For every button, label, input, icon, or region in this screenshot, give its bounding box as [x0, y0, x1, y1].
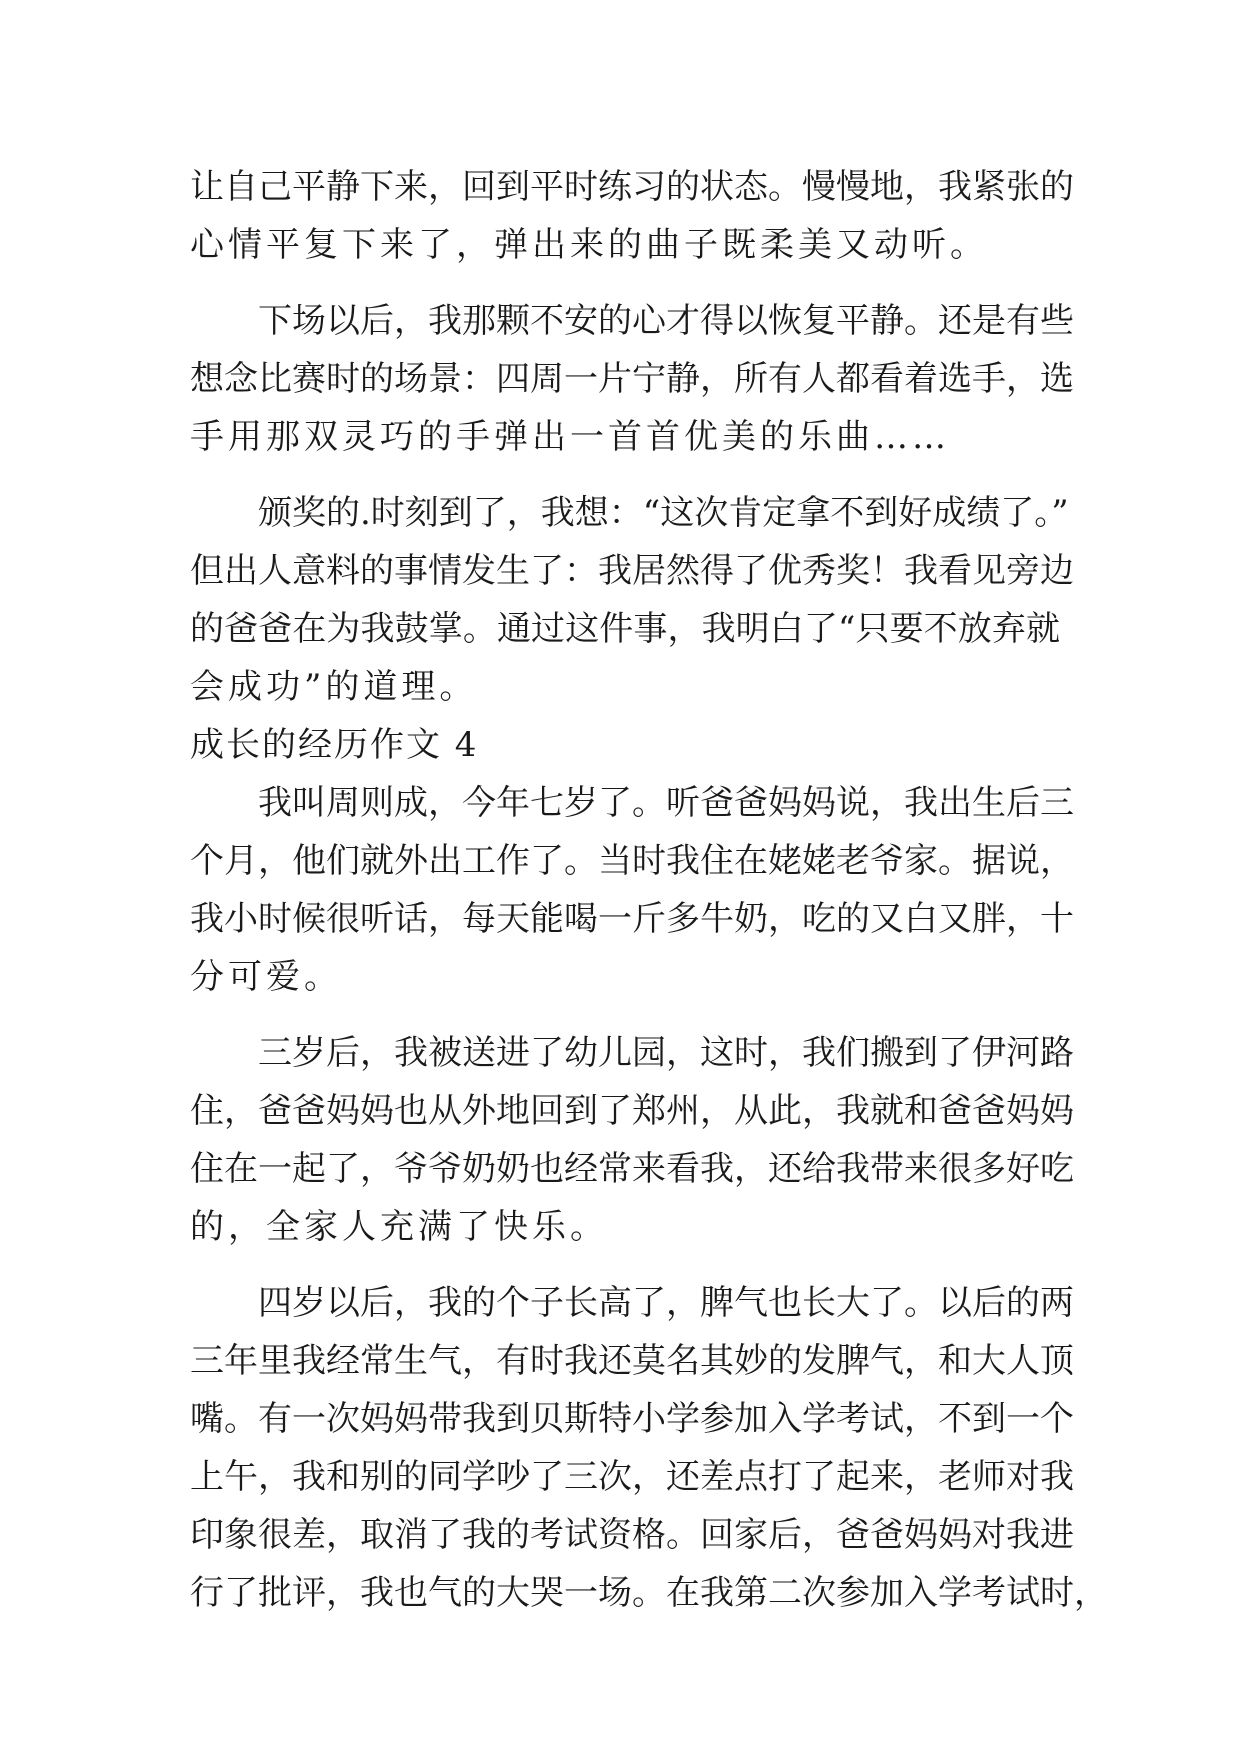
- text-line: 上午，我和别的同学吵了三次，还差点打了起来，老师对我: [190, 1457, 1074, 1497]
- text-line: 心情平复下来了，弹出来的曲子既柔美又动听。: [190, 225, 988, 265]
- text-line: 住，爸爸妈妈也从外地回到了郑州，从此，我就和爸爸妈妈: [190, 1091, 1074, 1131]
- heading-text: 成长的经历作文 4: [190, 725, 479, 765]
- text-line: 三年里我经常生气，有时我还莫名其妙的发脾气，和大人顶: [190, 1341, 1074, 1381]
- text-line: 我叫周则成，今年七岁了。听爸爸妈妈说，我出生后三: [258, 783, 1074, 823]
- text-line: 印象很差，取消了我的考试资格。回家后，爸爸妈妈对我进: [190, 1515, 1074, 1555]
- text-line: 让自己平静下来，回到平时练习的状态。慢慢地，我紧张的: [190, 167, 1074, 207]
- text-line: 颁奖的.时刻到了，我想：“这次肯定拿不到好成绩了。”: [258, 493, 1069, 533]
- text-line: 的，全家人充满了快乐。: [190, 1207, 608, 1247]
- text-line: 行了批评，我也气的大哭一场。在我第二次参加入学考试时，: [190, 1573, 1108, 1613]
- text-line: 嘴。有一次妈妈带我到贝斯特小学参加入学考试，不到一个: [190, 1399, 1074, 1439]
- document-body: [190, 158, 1108, 1622]
- paragraph: [190, 774, 1074, 1006]
- paragraph: [190, 1024, 1074, 1256]
- text-line: 住在一起了，爷爷奶奶也经常来看我，还给我带来很多好吃: [190, 1149, 1074, 1189]
- text-line: 的爸爸在为我鼓掌。通过这件事，我明白了“只要不放弃就: [190, 609, 1060, 649]
- text-line: 但出人意料的事情发生了：我居然得了优秀奖！我看见旁边: [190, 551, 1074, 591]
- text-line: 分可爱。: [190, 957, 342, 997]
- text-line: 会成功”的道理。: [190, 667, 478, 707]
- text-line: 四岁以后，我的个子长高了，脾气也长大了。以后的两: [258, 1283, 1074, 1323]
- text-line: 想念比赛时的场景：四周一片宁静，所有人都看着选手，选: [190, 359, 1074, 399]
- text-line: 我小时候很听话，每天能喝一斤多牛奶，吃的又白又胖，十: [190, 899, 1074, 939]
- text-line: 三岁后，我被送进了幼儿园，这时，我们搬到了伊河路: [258, 1033, 1074, 1073]
- text-line: 个月，他们就外出工作了。当时我住在姥姥老爷家。据说，: [190, 841, 1074, 881]
- text-line: 下场以后，我那颗不安的心才得以恢复平静。还是有些: [258, 301, 1074, 341]
- paragraph: [190, 292, 1074, 466]
- section-heading: [190, 716, 1060, 774]
- paragraph: [190, 484, 1074, 716]
- paragraph: [190, 158, 1074, 274]
- paragraph: [190, 1274, 1108, 1622]
- text-line: 手用那双灵巧的手弹出一首首优美的乐曲……: [190, 417, 950, 457]
